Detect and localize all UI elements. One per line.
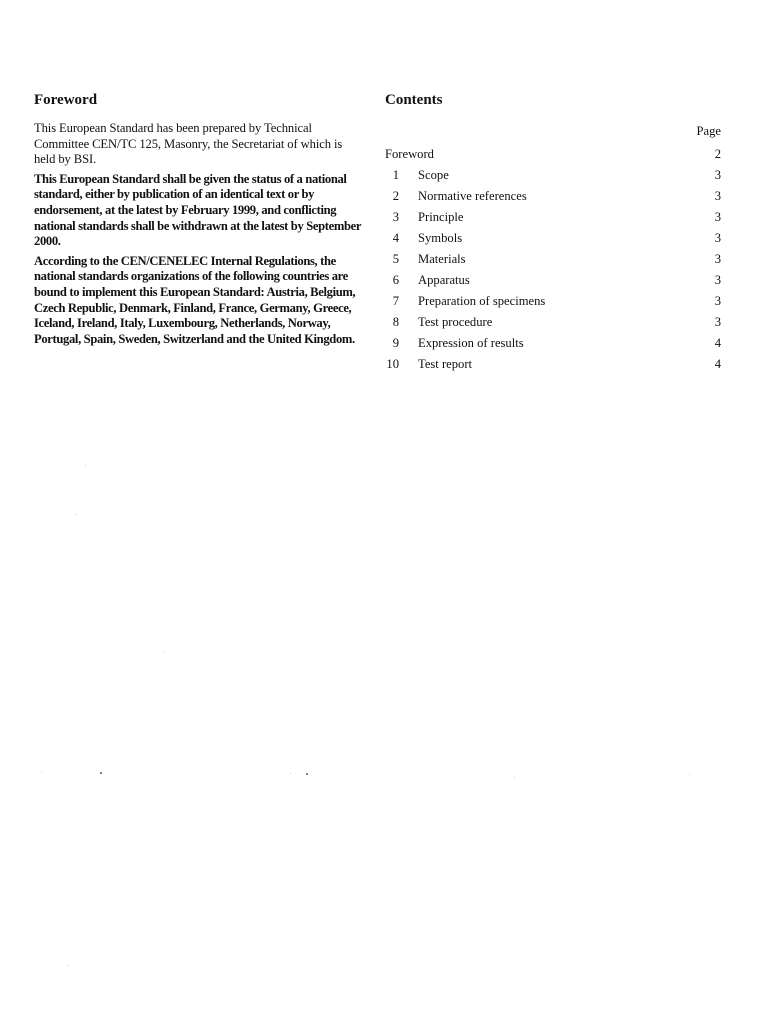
scan-speck bbox=[68, 965, 69, 966]
foreword-heading: Foreword bbox=[34, 92, 98, 108]
toc-entry-number: 4 bbox=[392, 231, 399, 245]
toc-entry-principle[interactable] bbox=[385, 207, 721, 228]
scan-speck bbox=[85, 465, 86, 466]
toc-entry-test-report[interactable] bbox=[385, 354, 721, 375]
toc-entry-title: Preparation of specimens bbox=[418, 294, 546, 308]
toc-entry-title: Scope bbox=[418, 168, 449, 182]
toc-entry-normative-references[interactable] bbox=[385, 186, 721, 207]
toc-entry-title: Expression of results bbox=[418, 336, 524, 350]
scan-speck bbox=[306, 773, 308, 775]
toc-entry-number: 8 bbox=[392, 315, 399, 329]
page-column-header: Page bbox=[696, 124, 721, 138]
toc-entry-page: 3 bbox=[714, 168, 721, 182]
toc-entry-number: 10 bbox=[386, 357, 399, 371]
toc-entry-page: 3 bbox=[714, 210, 721, 224]
toc-entry-page: 3 bbox=[714, 252, 721, 266]
contents-heading: Contents bbox=[385, 92, 443, 108]
scan-speck bbox=[100, 772, 102, 774]
toc-entry-title: Normative references bbox=[418, 189, 527, 203]
toc-entry-title: Test report bbox=[418, 357, 473, 371]
toc-entry-number: 5 bbox=[392, 252, 399, 266]
toc-entry-number: 6 bbox=[392, 273, 399, 287]
toc-entry-page: 3 bbox=[714, 189, 721, 203]
toc-entry-number: 7 bbox=[392, 294, 399, 308]
toc-entry-symbols[interactable] bbox=[385, 228, 721, 249]
toc-entry-test-procedure[interactable] bbox=[385, 312, 721, 333]
toc-entry-preparation-of-specimens[interactable] bbox=[385, 291, 721, 312]
scan-speck bbox=[689, 774, 690, 775]
scan-speck bbox=[41, 772, 42, 773]
foreword-section bbox=[34, 92, 366, 351]
foreword-paragraph-2: This European Standard shall be given the status of a national standard, either by publication of an identical text or by endorsement, at the latest by February 1999, and conflicting national standards shall be withdrawn at the latest by September 2000. bbox=[34, 171, 361, 249]
toc-entry-title: Symbols bbox=[418, 231, 463, 245]
toc-entry-title: Principle bbox=[418, 210, 464, 224]
toc-entry-foreword[interactable] bbox=[385, 144, 721, 165]
toc-entry-page: 3 bbox=[714, 231, 721, 245]
scan-speck bbox=[290, 773, 291, 774]
toc-entry-title: Foreword bbox=[385, 147, 434, 161]
toc-entry-number: 2 bbox=[392, 189, 399, 203]
toc-entry-materials[interactable] bbox=[385, 249, 721, 270]
foreword-paragraph-3: According to the CEN/CENELEC Internal Regulations, the national standards organizations of the following countries are bound to implement this European Standard: Austria, Belgium, Czech Republic, Denmark, Finland, France, Germany, Greece, Iceland, Ireland, Italy, Luxembourg, Netherlands, Norway, Portugal, Spain, Sweden, Switzerland and the United Kingdom. bbox=[34, 253, 356, 346]
scan-speck bbox=[76, 514, 77, 515]
toc-entry-page: 3 bbox=[714, 273, 721, 287]
toc-entry-page: 4 bbox=[714, 357, 721, 371]
toc-entry-page: 3 bbox=[714, 294, 721, 308]
toc-entry-number: 1 bbox=[392, 168, 399, 182]
toc-entry-apparatus[interactable] bbox=[385, 270, 721, 291]
toc-entry-page: 2 bbox=[714, 147, 721, 161]
toc-entry-title: Materials bbox=[418, 252, 466, 266]
toc-entry-page: 3 bbox=[714, 315, 721, 329]
scan-speck bbox=[163, 652, 164, 653]
toc-entry-title: Apparatus bbox=[418, 273, 470, 287]
scan-speck bbox=[514, 777, 515, 778]
toc-entry-scope[interactable] bbox=[385, 165, 721, 186]
toc-entry-expression-of-results[interactable] bbox=[385, 333, 721, 354]
toc-entry-number: 9 bbox=[392, 336, 399, 350]
toc-entry-title: Test procedure bbox=[418, 315, 493, 329]
foreword-paragraph-1: This European Standard has been prepared by Technical Committee CEN/TC 125, Masonry, the Secretariat of which is held by BSI. bbox=[34, 121, 343, 167]
toc-entry-number: 3 bbox=[392, 210, 399, 224]
toc-entry-page: 4 bbox=[714, 336, 721, 350]
contents-section bbox=[385, 92, 721, 375]
